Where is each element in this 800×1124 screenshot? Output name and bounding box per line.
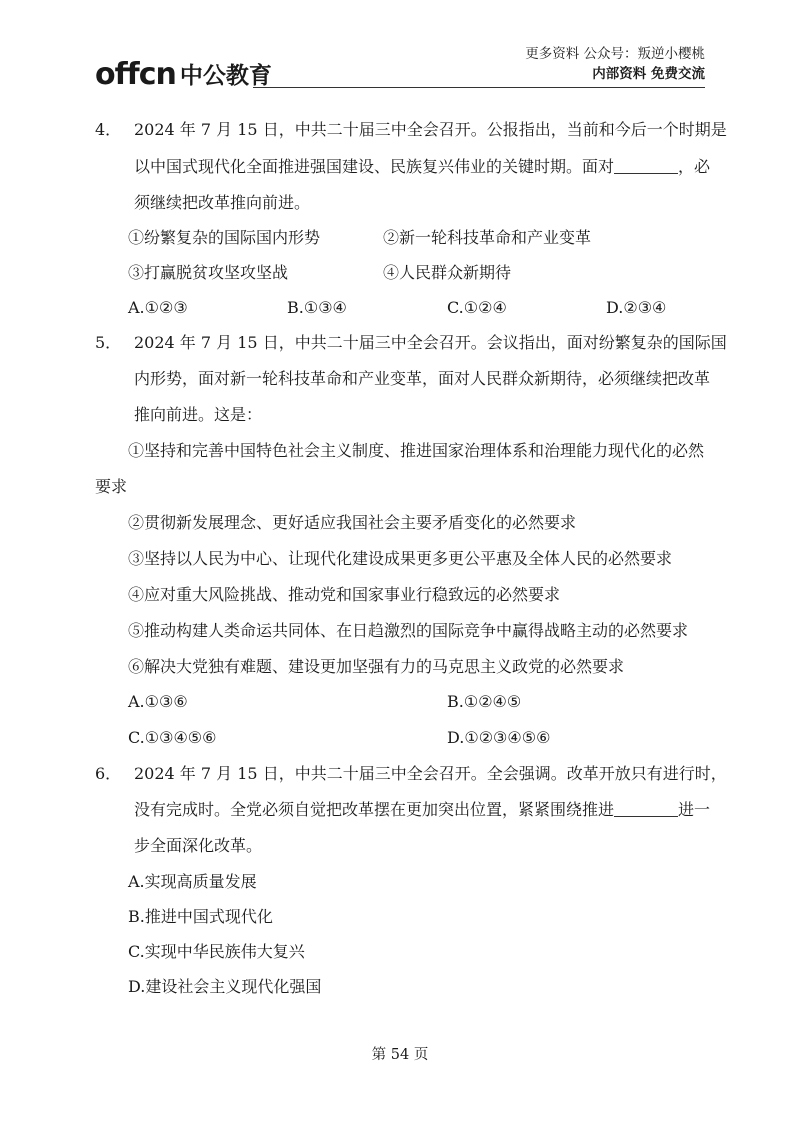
answer-blank <box>614 802 678 817</box>
question-number: 6． <box>95 764 122 783</box>
answer-option-b: B.推进中国式现代化 <box>128 907 273 926</box>
statement-item: ①纷繁复杂的国际国内形势 <box>128 228 321 247</box>
answer-option-c: C.①③④⑤⑥ <box>128 728 217 747</box>
answer-option-d: D.建设社会主义现代化强国 <box>128 977 322 996</box>
header-rule <box>253 87 705 88</box>
answer-option-a: A.①②③ <box>128 298 188 317</box>
question-text-line <box>134 157 710 177</box>
answer-option-d: D.②③④ <box>606 298 667 317</box>
answer-blank <box>614 159 678 174</box>
question-text-line: 内形势，面对新一轮科技革命和产业变革，面对人民群众新期待，必须继续把改革 <box>134 369 711 388</box>
question-text-segment: 以中国式现代化全面推进强国建设、民族复兴伟业的关键时期。面对 <box>134 157 615 176</box>
answer-option-d: D.①②③④⑤⑥ <box>447 728 551 747</box>
header-note-line2: 内部资料 免费交流 <box>592 66 705 82</box>
question-text-segment: 进一 <box>678 800 711 819</box>
statement-item: ④应对重大风险挑战、推动党和国家事业行稳致远的必然要求 <box>128 585 561 604</box>
question-text-segment: ，必 <box>678 157 711 176</box>
header-note-line1: 更多资料 公众号：叛逆小樱桃 <box>525 46 705 62</box>
statement-item: ②贯彻新发展理念、更好适应我国社会主要矛盾变化的必然要求 <box>128 513 577 532</box>
answer-option-b: B.①②④⑤ <box>447 692 522 711</box>
question-text-line: 推向前进。这是： <box>134 405 263 424</box>
question-text-line <box>134 800 710 820</box>
statement-item: ⑥解决大党独有难题、建设更加坚强有力的马克思主义政党的必然要求 <box>128 657 625 676</box>
page-number: 第 54 页 <box>371 1047 429 1063</box>
answer-option-a: A.①③⑥ <box>128 692 188 711</box>
question-text-line: 步全面深化改革。 <box>134 836 263 855</box>
logo-en-text: offcn <box>95 57 176 92</box>
header-note <box>525 44 705 84</box>
question-number: 5． <box>95 333 122 352</box>
statement-item-continuation: 要求 <box>95 477 128 496</box>
page-header <box>95 40 705 92</box>
question-text-segment: 没有完成时。全党必须自觉把改革摆在更加突出位置，紧紧围绕推进 <box>134 800 615 819</box>
answer-option-a: A.实现高质量发展 <box>128 872 257 891</box>
question-text-line: 须继续把改革推向前进。 <box>134 193 311 212</box>
answer-option-b: B.①③④ <box>287 298 347 317</box>
statement-item: ②新一轮科技革命和产业变革 <box>383 228 592 247</box>
statement-item: ⑤推动构建人类命运共同体、在日趋激烈的国际竞争中赢得战略主动的必然要求 <box>128 621 689 640</box>
question-text-line: 2024 年 7 月 15 日，中共二十届三中全会召开。会议指出，面对纷繁复杂的国际国 <box>134 333 727 352</box>
statement-item: ③坚持以人民为中心、让现代化建设成果更多更公平惠及全体人民的必然要求 <box>128 549 673 568</box>
answer-option-c: C.实现中华民族伟大复兴 <box>128 942 305 961</box>
statement-item: ③打赢脱贫攻坚攻坚战 <box>128 263 289 282</box>
question-number: 4． <box>95 120 122 139</box>
question-text-line: 2024 年 7 月 15 日，中共二十届三中全会召开。全会强调。改革开放只有进行时， <box>134 764 727 783</box>
question-text-line: 2024 年 7 月 15 日，中共二十届三中全会召开。公报指出，当前和今后一个时期是 <box>134 120 727 139</box>
statement-item: ④人民群众新期待 <box>383 263 512 282</box>
statement-item: ①坚持和完善中国特色社会主义制度、推进国家治理体系和治理能力现代化的必然 <box>128 441 705 460</box>
answer-option-c: C.①②④ <box>447 298 507 317</box>
logo-cn-text: 中公教育 <box>179 63 272 89</box>
offcn-logo <box>95 54 272 90</box>
